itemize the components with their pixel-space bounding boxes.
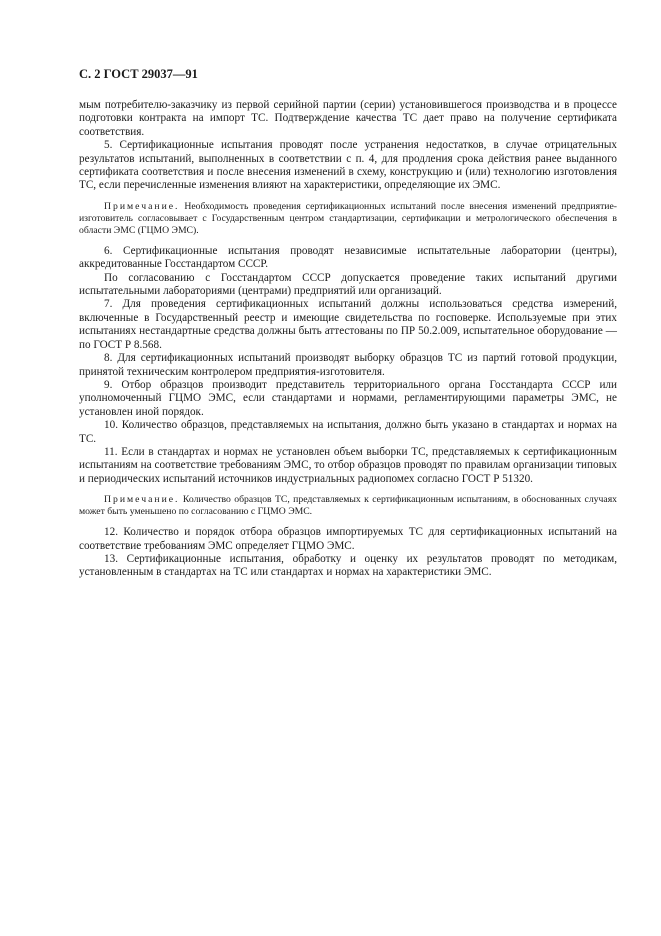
note-2 [79,494,617,518]
document-page [79,67,617,580]
paragraph-item-9: 9. Отбор образцов производит представитель территориального органа Госстандарта СССР или уполномоченный ГЦМО ЭМС, если стандартами и нормами, регламентирующими параметры ЭМС, не установлен иной порядок. [79,378,617,418]
note-text: Количество образцов ТС, представляемых к сертификационным испытаниям, в обоснованных случаях может быть уменьшено по согласованию с ГЦМО ЭМС. [79,494,618,518]
paragraph-item-7: 7. Для проведения сертификационных испытаний должны использоваться средства измерений, включенные в Государственный реестр и имеющие свидетельства по госповерке. Используемые при этих испытаниях нестандартные средства должны быть аттестованы по ПР 50.2.009, испытательное оборудование — по ГОСТ Р 8.568. [79,298,617,351]
note-text: Необходимость проведения сертификационных испытаний после внесения изменений предприятие-изготовитель согласовывает с Государственным центром стандартизации, сертификации и метрологического обеспечения в области ЭМС (ГЦМО ЭМС). [79,200,618,236]
paragraph-item-10: 10. Количество образцов, представляемых на испытания, должно быть указано в стандартах и нормах на ТС. [79,419,617,445]
paragraph-item-13: 13. Сертификационные испытания, обработку и оценку их результатов проводят по методикам, установленным в стандартах на ТС или стандартах и нормах на характеристики ЭМС. [79,552,617,579]
note-1 [79,201,617,237]
paragraph-item-8: 8. Для сертификационных испытаний производят выборку образцов ТС из партий готовой продукции, принятой техническим контролером предприятия-изготовителя. [79,352,617,378]
paragraph-continuation: мым потребителю-заказчику из первой серийной партии (серии) установившегося производства и в процессе подготовки контракта на импорт ТС. Подтверждение качества ТС дает право на получение сертификата соответствия. [79,99,617,138]
paragraph-item-5: 5. Сертификационные испытания проводят после устранения недостатков, в случае отрицательных результатов испытаний, выполненных в соответствии с п. 4, для продления срока действия ранее выданного сертификата соответствия и после внесения изменений в схему, конструкцию и (или) технологию изготовления ТС, если перечисленные изменения влияют на характеристики, определяющие их ЭМС. [79,139,617,192]
paragraph-item-6: 6. Сертификационные испытания проводят независимые испытательные лаборатории (центры), аккредитованные Госстандартом СССР. [79,244,617,271]
paragraph-item-6-continued: По согласованию с Госстандартом СССР допускается проведение таких испытаний другими испытательными лабораториями (центрами) предприятий или организаций. [79,271,617,298]
note-label: Примечание. [104,494,180,506]
note-label: Примечание. [104,200,180,212]
page-header: С. 2 ГОСТ 29037—91 [79,67,198,81]
paragraph-item-11: 11. Если в стандартах и нормах не установлен объем выборки ТС, представляемых к сертификационным испытаниям на соответствие требованиям ЭМС, то отбор образцов проводят по правилам организации типовых и периодических испытаний источников индустриальных радиопомех согласно ГОСТ Р 51320. [79,445,617,485]
paragraph-item-12: 12. Количество и порядок отбора образцов импортируемых ТС для сертификационных испытаний на соответствие требованиям ЭМС определяет ГЦМО ЭМС. [79,526,617,552]
